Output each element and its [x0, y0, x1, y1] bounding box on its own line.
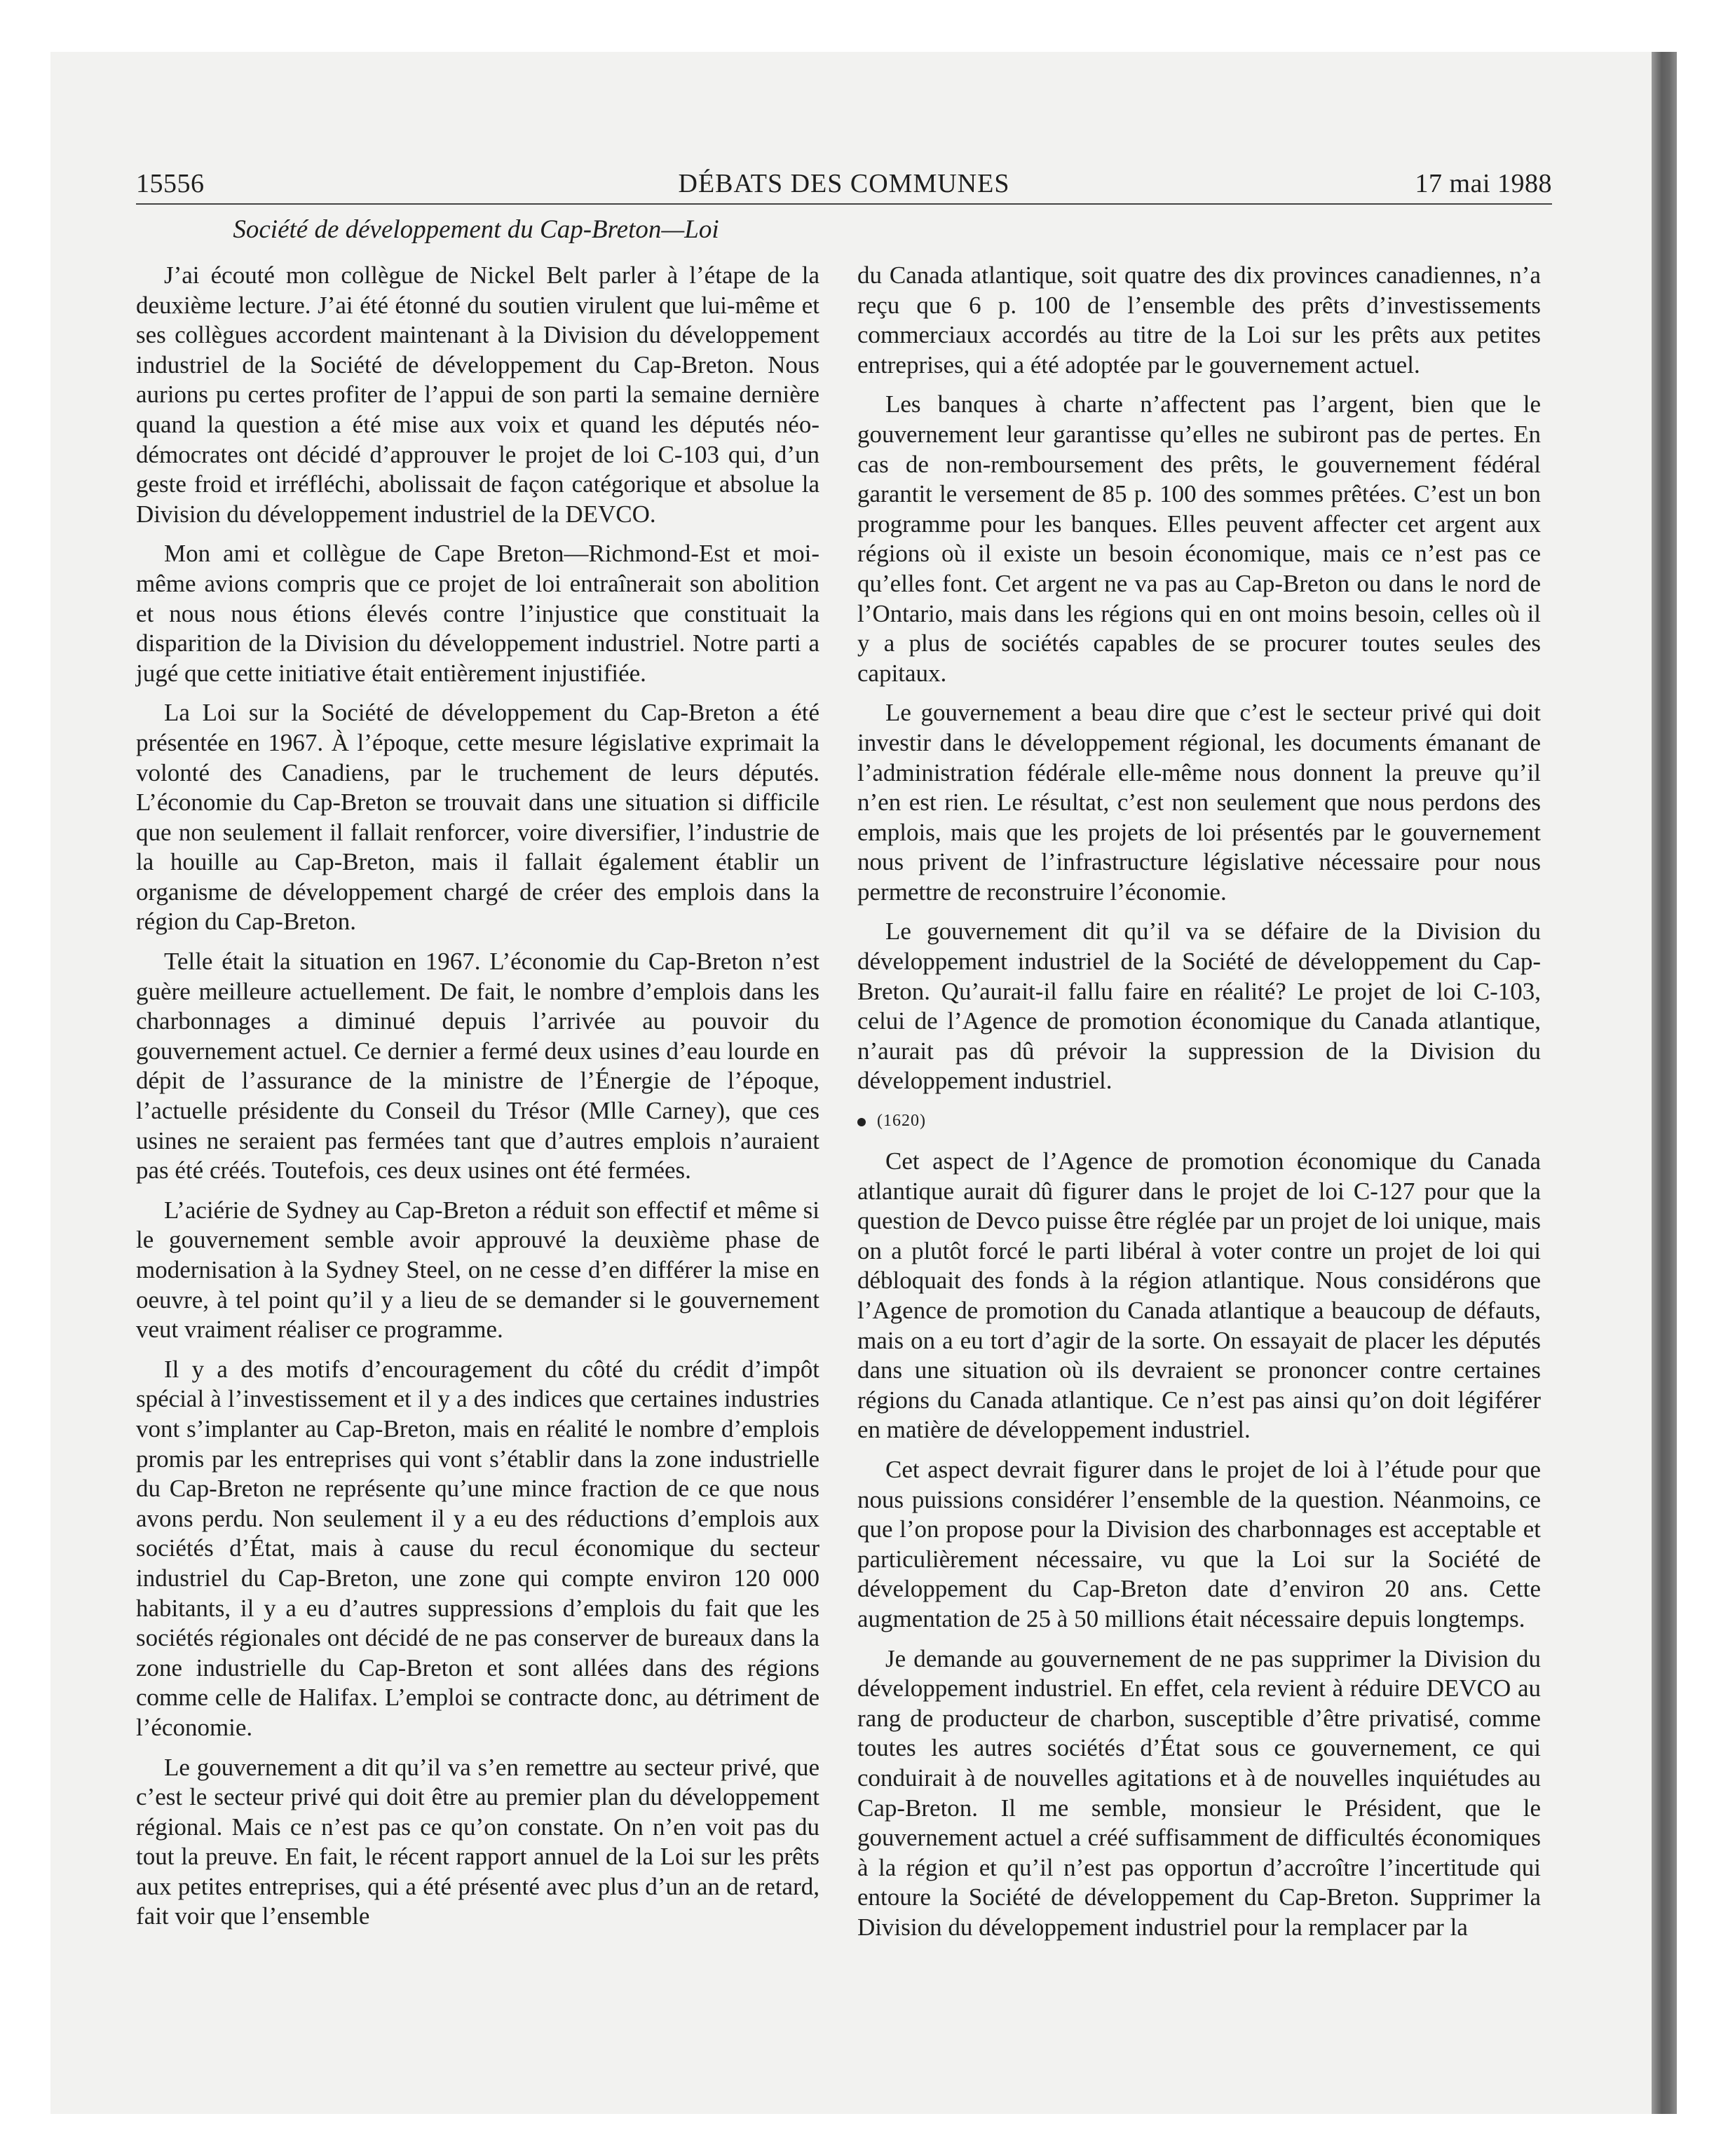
- page-date: 17 mai 1988: [1415, 169, 1552, 198]
- publication-title: DÉBATS DES COMMUNES: [678, 169, 1010, 198]
- page-number: 15556: [136, 169, 205, 198]
- header-rule: [136, 203, 1552, 205]
- time-marker-label: (1620): [877, 1112, 926, 1131]
- bullet-dot-icon: [857, 1118, 866, 1126]
- paragraph: Les banques à charte n’affectent pas l’argent, bien que le gouvernement leur garantisse qu’elles ne subiront pas de pertes. En cas de non-remboursement des prêts, le gouvernement fédéral garantit le versement de 85 p. 100 des sommes prêtées. C’est un bon programme pour les banques. Elles peuvent affecter cet argent aux régions où il existe un besoin économique, mais ce n’est pas ce qu’elles font. Cet argent ne va pas au Cap-Breton ou dans le nord de l’Ontario, mais dans les régions qui en ont moins besoin, celles où il y a plus de sociétés capables de se procurer toutes seules des capitaux.: [857, 390, 1541, 687]
- paragraph: J’ai écouté mon collègue de Nickel Belt parler à l’étape de la deuxième lecture. J’ai été étonné du soutien virulent que lui-même et ses collègues accordent maintenant à la Division du développement industriel de la Société de développement du Cap-Breton. Nous aurions pu certes profiter de l’appui de son parti la semaine dernière quand la question a été mise aux voix et quand les députés néo-démocrates ont décidé d’approuver le projet de loi C-103 qui, d’un geste froid et irréfléchi, abolissait de façon catégorique et absolue la Division du développement industriel de la DEVCO.: [136, 261, 819, 528]
- scan-edge-shadow: [1652, 52, 1677, 2114]
- subject-heading: Société de développement du Cap-Breton—Loi: [233, 215, 719, 244]
- paragraph: Mon ami et collègue de Cape Breton—Richmond-Est et moi-même avions compris que ce projet de loi entraînerait son abolition et nous nous étions élevés contre l’injustice que constituait la disparition de la Division du développement industriel. Notre parti a jugé que cette initiative était entièrement injustifiée.: [136, 540, 819, 687]
- paragraph: Cet aspect devrait figurer dans le projet de loi à l’étude pour que nous puissions considérer l’ensemble de la question. Néanmoins, ce que l’on propose pour la Division des charbonnages est acceptable et particulièrement nécessaire, vu que la Loi sur la Société de développement du Cap-Breton date d’environ 20 ans. Cette augmentation de 25 à 50 millions était nécessaire depuis longtemps.: [857, 1455, 1541, 1632]
- paragraph: La Loi sur la Société de développement du Cap-Breton a été présentée en 1967. À l’époque, cette mesure législative exprimait la volonté des Canadiens, par le truchement de leurs députés. L’économie du Cap-Breton se trouvait dans une situation si difficile que non seulement il fallait renforcer, voire diversifier, l’industrie de la houille au Cap-Breton, mais il fallait également établir un organisme de développement chargé de créer des emplois dans la région du Cap-Breton.: [136, 699, 819, 936]
- paragraph: Je demande au gouvernement de ne pas supprimer la Division du développement industriel. En effet, cela revient à réduire DEVCO au rang de producteur de charbon, susceptible d’être privatisé, comme toutes les autres sociétés d’État sous ce gouvernement, ce qui conduirait à de nouvelles agitations et à de nouvelles inquiétudes au Cap-Breton. Il me semble, monsieur le Président, que le gouvernement actuel a créé suffisamment de difficultés économiques à la région et qu’il n’est pas opportun d’accroître l’incertitude qui entoure la Société de développement du Cap-Breton. Supprimer la Division du développement industriel pour la remplacer par la: [857, 1644, 1541, 1941]
- paragraph: Le gouvernement dit qu’il va se défaire de la Division du développement industriel de la Société de développement du Cap-Breton. Qu’aurait-il fallu faire en réalité? Le projet de loi C-103, celui de l’Agence de promotion économique du Canada atlantique, n’aurait pas dû prévoir la suppression de la Division du développement industriel.: [857, 917, 1541, 1095]
- paragraph: Le gouvernement a dit qu’il va s’en remettre au secteur privé, que c’est le secteur privé qui doit être au premier plan du développement régional. Mais ce n’est pas ce qu’on constate. On n’en voit pas du tout la preuve. En fait, le récent rapport annuel de la Loi sur les prêts aux petites entreprises, qui a été présenté avec plus d’un an de retard, fait voir que l’ensemble: [136, 1753, 819, 1930]
- paragraph: Le gouvernement a beau dire que c’est le secteur privé qui doit investir dans le développement régional, les documents émanant de l’administration fédérale elle-même nous donnent la preuve qu’il n’en est rien. Le résultat, c’est non seulement que nous perdons des emplois, mais que les projets de loi présentés par le gouvernement nous privent de l’infrastructure législative nécessaire pour nous permettre de reconstruire l’économie.: [857, 699, 1541, 906]
- paragraph: L’aciérie de Sydney au Cap-Breton a réduit son effectif et même si le gouvernement semble avoir approuvé la deuxième phase de modernisation à la Sydney Steel, on ne cesse d’en différer la mise en oeuvre, à tel point qu’il y a lieu de se demander si le gouvernement veut vraiment réaliser ce programme.: [136, 1196, 819, 1344]
- paragraph: Cet aspect de l’Agence de promotion économique du Canada atlantique aurait dû figurer dans le projet de loi C-127 pour que la question de Devco puisse être réglée par un projet de loi unique, mais on a plutôt forcé le parti libéral à voter contre un projet de loi qui débloquait des fonds à la région atlantique. Nous considérons que l’Agence de promotion du Canada atlantique a beaucoup de défauts, mais on a eu tort d’agir de la sorte. On essayait de placer les députés dans une situation où ils devraient se prononcer contre certaines régions du Canada atlantique. Ce n’est pas ainsi qu’on doit légiférer en matière de développement industriel.: [857, 1147, 1541, 1444]
- paragraph-continued: du Canada atlantique, soit quatre des dix provinces canadiennes, n’a reçu que 6 p. 100 de l’ensemble des prêts d’investissements commerciaux accordés au titre de la Loi sur les prêts aux petites entreprises, qui a été adoptée par le gouvernement actuel.: [857, 261, 1541, 378]
- paragraph: Telle était la situation en 1967. L’économie du Cap-Breton n’est guère meilleure actuellement. De fait, le nombre d’emplois dans les charbonnages a diminué depuis l’arrivée au pouvoir du gouvernement actuel. Ce dernier a fermé deux usines d’eau lourde en dépit de l’assurance de la ministre de l’Énergie de l’époque, l’actuelle présidente du Conseil du Trésor (Mlle Carney), que ces usines ne seraient pas fermées tant que d’autres emplois n’auraient pas été créés. Toutefois, ces deux usines ont été fermées.: [136, 948, 819, 1185]
- time-marker: [857, 1106, 1541, 1131]
- paragraph: Il y a des motifs d’encouragement du côté du crédit d’impôt spécial à l’investissement et il y a des indices que certaines industries vont s’implanter au Cap-Breton, mais en réalité le nombre d’emplois promis par les entreprises qui vont s’établir dans la zone industrielle du Cap-Breton ne représente qu’une mince fraction de ce que nous avons perdu. Non seulement il y a eu des réductions d’emplois aux sociétés d’État, mais à cause du recul économique du secteur industriel du Cap-Breton, une zone qui compte environ 120 000 habitants, il y a eu d’autres suppressions d’emplois du fait que les sociétés régionales ont décidé de ne pas conserver de bureaux dans la zone industrielle du Cap-Breton et sont allées dans des régions comme celle de Halifax. L’emploi se contracte donc, au détriment de l’économie.: [136, 1355, 819, 1741]
- left-column: [136, 261, 819, 1942]
- right-column: [857, 261, 1541, 1952]
- page-header: [136, 168, 1552, 203]
